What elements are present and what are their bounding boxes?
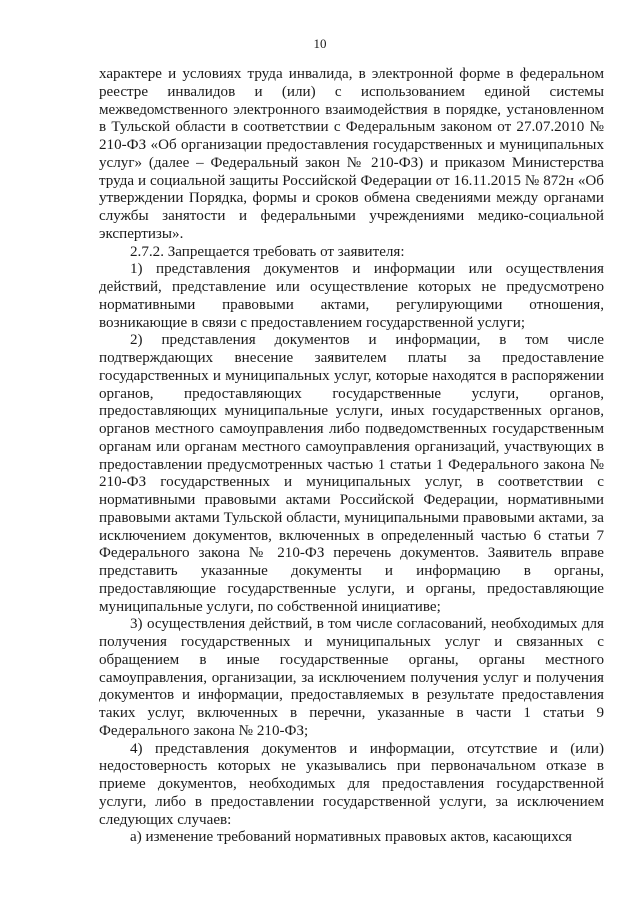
paragraph-item-4: 4) представления документов и информации, отсутствие и (или) недостоверность которых не указывались при первоначальном отказе в приеме документов, необходимых для предоставления государственной услуги, либо в предоставлении государственной услуги, за исключением следующих случаев: — [99, 740, 604, 828]
paragraph-item-2: 2) представления документов и информации, в том числе подтверждающих внесение заявителем платы за предоставление государственных и муниципальных услуг, которые находятся в распоряжении органов, предоставляющих государственные услуги, органов, предоставляющих муниципальные услуги, иных государственных органов, органов местного самоуправления либо подведомственных государственным органам или органам местного самоуправления организаций, участвующих в предоставлении предусмотренных частью 1 статьи 1 Федерального закона № 210-ФЗ государственных и муниципальных услуг, в соответствии с нормативными правовыми актами Российской Федерации, нормативными правовыми актами Тульской области, муниципальными правовыми актами, за исключением документов, включенных в определенный частью 6 статьи 7 Федерального закона № 210-ФЗ перечень документов. Заявитель вправе представить указанные документы и информацию в органы, предоставляющие государственные услуги, и органы, предоставляющие муниципальные услуги, по собственной инициативе; — [99, 332, 604, 615]
document-body — [99, 66, 604, 847]
page-number: 10 — [313, 36, 327, 51]
paragraph-subitem-a: а) изменение требований нормативных правовых актов, касающихся — [130, 829, 572, 846]
paragraph-continuation: характере и условиях труда инвалида, в электронной форме в федеральном реестре инвалидов и (или) с использованием единой системы межведомственного электронного взаимодействия в порядке, установленном в Тульской области в соответствии с Федеральным законом от 27.07.2010 № 210-ФЗ «Об организации предоставления государственных и муниципальных услуг» (далее – Федеральный закон № 210-ФЗ) и приказом Министерства труда и социальной защиты Российской Федерации от 16.11.2015 № 872н «Об утверждении Порядка, формы и сроков обмена сведениями между органами службы занятости и федеральными учреждениями медико-социальной экспертизы». — [99, 66, 604, 242]
paragraph-item-3: 3) осуществления действий, в том числе согласований, необходимых для получения государственных и муниципальных услуг и связанных с обращением в иные государственные органы, органы местного самоуправления, организации, за исключением получения услуг и получения документов и информации, предоставляемых в результате предоставления таких услуг, включенных в перечни, указанные в части 1 статьи 9 Федерального закона № 210-ФЗ; — [99, 616, 604, 739]
paragraph-section-heading: 2.7.2. Запрещается требовать от заявителя: — [130, 243, 405, 260]
paragraph-item-1: 1) представления документов и информации или осуществления действий, представление или осуществление которых не предусмотрено нормативными правовыми актами, регулирующими отношения, возникающие в связи с предоставлением государственной услуги; — [99, 261, 604, 331]
